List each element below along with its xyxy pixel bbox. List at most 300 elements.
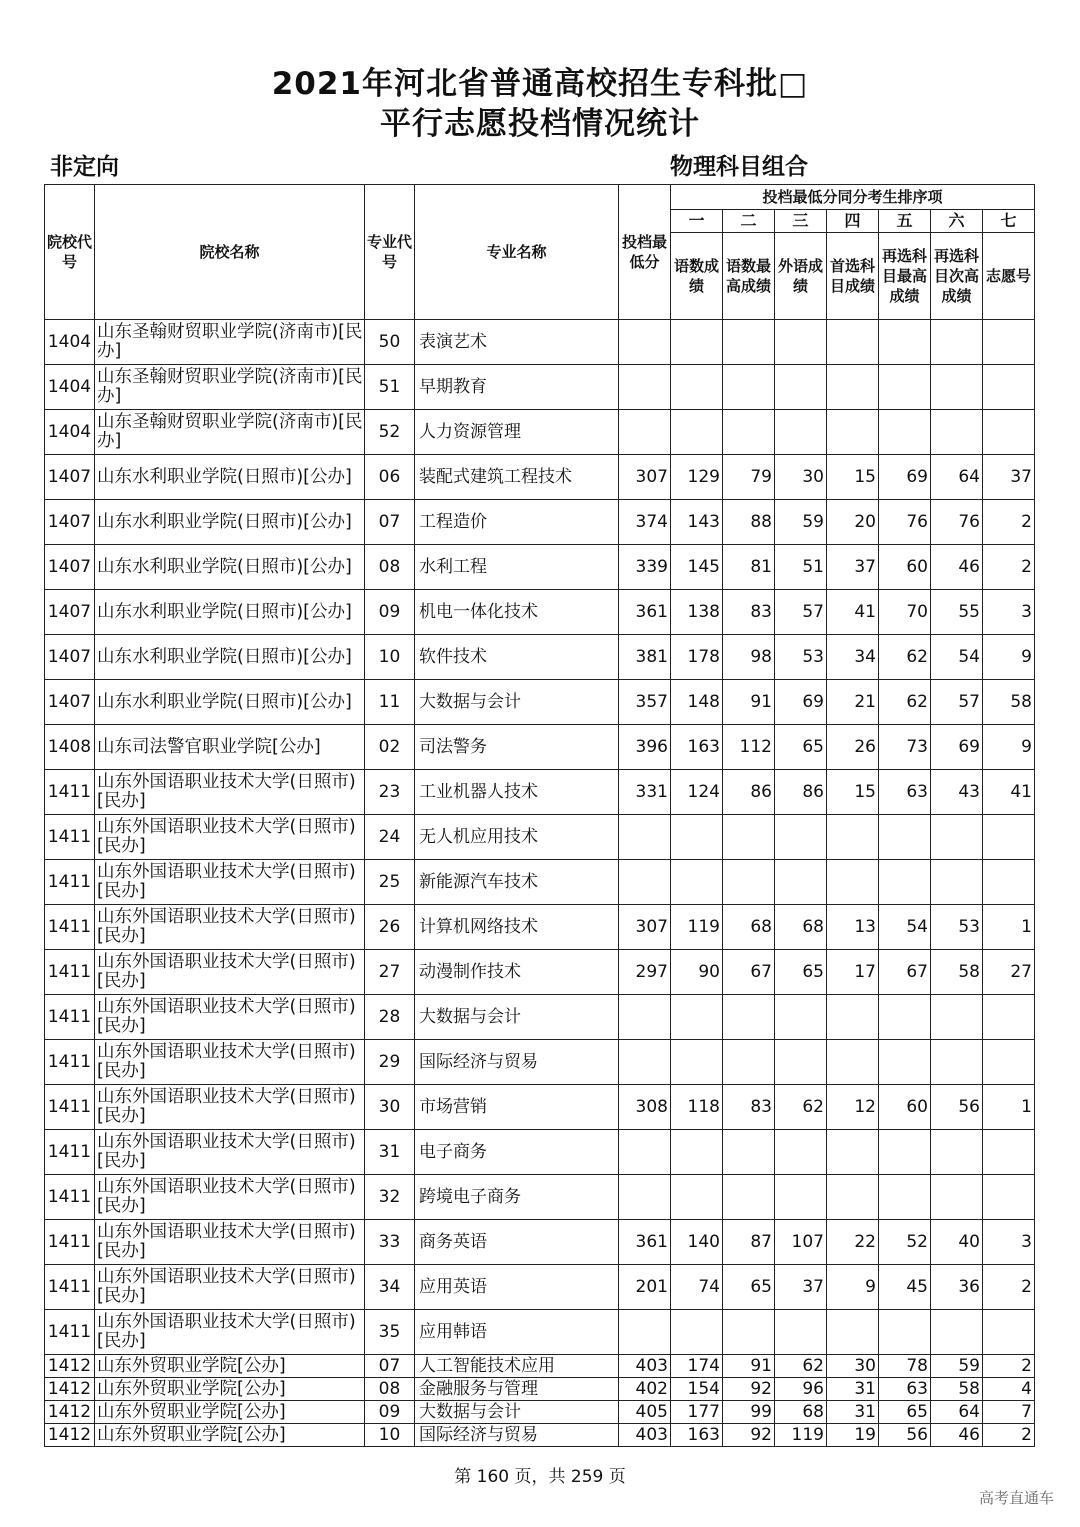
table-row — [45, 1401, 1035, 1424]
chinese-math-score-cell: 163 — [671, 1424, 723, 1447]
elective-highest-score-cell — [879, 815, 931, 860]
elective-second-score-cell — [931, 1040, 983, 1085]
chinese-math-score-cell — [671, 1130, 723, 1175]
header-school-code: 院校代号 — [45, 185, 95, 320]
header-rank-4: 四 — [827, 210, 879, 233]
chinese-math-max-cell: 88 — [723, 500, 775, 545]
chinese-math-score-cell — [671, 1040, 723, 1085]
preference-number-cell: 2 — [983, 1355, 1035, 1378]
elective-second-score-cell — [931, 995, 983, 1040]
table-row — [45, 1424, 1035, 1447]
chinese-math-max-cell — [723, 1040, 775, 1085]
major-code-cell: 10 — [365, 1424, 415, 1447]
min-score-cell: 403 — [619, 1355, 671, 1378]
foreign-language-score-cell: 59 — [775, 500, 827, 545]
chinese-math-score-cell: 145 — [671, 545, 723, 590]
min-score-cell: 405 — [619, 1401, 671, 1424]
preference-number-cell: 1 — [983, 1085, 1035, 1130]
chinese-math-score-cell: 140 — [671, 1220, 723, 1265]
major-name-cell: 跨境电子商务 — [415, 1175, 619, 1220]
preference-number-cell: 4 — [983, 1378, 1035, 1401]
chinese-math-score-cell: 138 — [671, 590, 723, 635]
header-rank-1: 一 — [671, 210, 723, 233]
chinese-math-max-cell — [723, 320, 775, 365]
min-score-cell: 307 — [619, 905, 671, 950]
chinese-math-score-cell: 143 — [671, 500, 723, 545]
min-score-cell — [619, 1175, 671, 1220]
table-row — [45, 1378, 1035, 1401]
foreign-language-score-cell — [775, 1040, 827, 1085]
foreign-language-score-cell: 53 — [775, 635, 827, 680]
major-name-cell: 无人机应用技术 — [415, 815, 619, 860]
first-subject-score-cell — [827, 365, 879, 410]
foreign-language-score-cell: 57 — [775, 590, 827, 635]
chinese-math-score-cell: 174 — [671, 1355, 723, 1378]
school-name-cell: 山东外贸职业学院[公办] — [95, 1378, 365, 1401]
school-code-cell: 1407 — [45, 635, 95, 680]
major-code-cell: 51 — [365, 365, 415, 410]
major-code-cell: 33 — [365, 1220, 415, 1265]
table-header — [45, 185, 1035, 320]
elective-second-score-cell: 64 — [931, 455, 983, 500]
foreign-language-score-cell: 107 — [775, 1220, 827, 1265]
major-code-cell: 27 — [365, 950, 415, 995]
table-row — [45, 680, 1035, 725]
school-code-cell: 1412 — [45, 1378, 95, 1401]
school-name-cell: 山东水利职业学院(日照市)[公办] — [95, 455, 365, 500]
elective-highest-score-cell — [879, 320, 931, 365]
foreign-language-score-cell: 96 — [775, 1378, 827, 1401]
elective-second-score-cell — [931, 860, 983, 905]
major-code-cell: 10 — [365, 635, 415, 680]
min-score-cell: 307 — [619, 455, 671, 500]
school-name-cell: 山东外贸职业学院[公办] — [95, 1424, 365, 1447]
table-row — [45, 635, 1035, 680]
school-name-cell: 山东圣翰财贸职业学院(济南市)[民办] — [95, 320, 365, 365]
major-code-cell: 06 — [365, 455, 415, 500]
school-name-cell: 山东司法警官职业学院[公办] — [95, 725, 365, 770]
school-code-cell: 1411 — [45, 815, 95, 860]
table-row — [45, 1355, 1035, 1378]
chinese-math-max-cell: 91 — [723, 680, 775, 725]
school-code-cell: 1411 — [45, 905, 95, 950]
elective-second-score-cell: 76 — [931, 500, 983, 545]
header-preference-number: 志愿号 — [983, 233, 1035, 320]
major-name-cell: 电子商务 — [415, 1130, 619, 1175]
chinese-math-max-cell — [723, 860, 775, 905]
chinese-math-max-cell: 92 — [723, 1424, 775, 1447]
major-code-cell: 11 — [365, 680, 415, 725]
header-rank-group: 投档最低分同分考生排序项 — [671, 185, 1035, 210]
school-code-cell: 1411 — [45, 1220, 95, 1265]
page-footer: 第 160 页，共 259 页 — [454, 1467, 626, 1487]
major-code-cell: 50 — [365, 320, 415, 365]
elective-highest-score-cell — [879, 1175, 931, 1220]
major-code-cell: 25 — [365, 860, 415, 905]
school-code-cell: 1407 — [45, 590, 95, 635]
elective-second-score-cell — [931, 410, 983, 455]
subject-group-label: 物理科目组合 — [670, 154, 808, 180]
school-code-cell: 1411 — [45, 1085, 95, 1130]
major-name-cell: 机电一体化技术 — [415, 590, 619, 635]
major-name-cell: 国际经济与贸易 — [415, 1424, 619, 1447]
header-major-code: 专业代号 — [365, 185, 415, 320]
header-rank-2: 二 — [723, 210, 775, 233]
table-row — [45, 1130, 1035, 1175]
school-name-cell: 山东圣翰财贸职业学院(济南市)[民办] — [95, 365, 365, 410]
table-row — [45, 1175, 1035, 1220]
chinese-math-max-cell: 67 — [723, 950, 775, 995]
preference-number-cell: 9 — [983, 635, 1035, 680]
table-body — [45, 320, 1035, 1447]
chinese-math-score-cell — [671, 410, 723, 455]
first-subject-score-cell: 20 — [827, 500, 879, 545]
chinese-math-score-cell — [671, 995, 723, 1040]
school-name-cell: 山东外国语职业技术大学(日照市)[民办] — [95, 1040, 365, 1085]
elective-highest-score-cell: 62 — [879, 680, 931, 725]
preference-number-cell: 3 — [983, 590, 1035, 635]
chinese-math-max-cell — [723, 410, 775, 455]
elective-highest-score-cell: 63 — [879, 770, 931, 815]
table-row — [45, 545, 1035, 590]
foreign-language-score-cell — [775, 365, 827, 410]
major-name-cell: 装配式建筑工程技术 — [415, 455, 619, 500]
elective-highest-score-cell: 69 — [879, 455, 931, 500]
chinese-math-score-cell: 148 — [671, 680, 723, 725]
elective-highest-score-cell — [879, 410, 931, 455]
first-subject-score-cell — [827, 995, 879, 1040]
preference-number-cell: 1 — [983, 905, 1035, 950]
school-code-cell: 1411 — [45, 1130, 95, 1175]
min-score-cell: 339 — [619, 545, 671, 590]
major-code-cell: 30 — [365, 1085, 415, 1130]
elective-second-score-cell: 58 — [931, 1378, 983, 1401]
preference-number-cell: 9 — [983, 725, 1035, 770]
foreign-language-score-cell: 62 — [775, 1355, 827, 1378]
school-code-cell: 1407 — [45, 680, 95, 725]
elective-highest-score-cell: 70 — [879, 590, 931, 635]
elective-second-score-cell: 46 — [931, 545, 983, 590]
first-subject-score-cell — [827, 320, 879, 365]
first-subject-score-cell: 17 — [827, 950, 879, 995]
elective-second-score-cell — [931, 320, 983, 365]
major-name-cell: 软件技术 — [415, 635, 619, 680]
elective-highest-score-cell — [879, 1130, 931, 1175]
chinese-math-max-cell — [723, 365, 775, 410]
min-score-cell: 297 — [619, 950, 671, 995]
table-row — [45, 905, 1035, 950]
elective-second-score-cell: 54 — [931, 635, 983, 680]
elective-highest-score-cell: 78 — [879, 1355, 931, 1378]
table-row — [45, 1085, 1035, 1130]
min-score-cell: 201 — [619, 1265, 671, 1310]
preference-number-cell: 37 — [983, 455, 1035, 500]
chinese-math-max-cell — [723, 1310, 775, 1355]
foreign-language-score-cell — [775, 410, 827, 455]
school-name-cell: 山东外国语职业技术大学(日照市)[民办] — [95, 905, 365, 950]
school-name-cell: 山东外国语职业技术大学(日照市)[民办] — [95, 1085, 365, 1130]
first-subject-score-cell — [827, 1130, 879, 1175]
school-name-cell: 山东外国语职业技术大学(日照市)[民办] — [95, 995, 365, 1040]
elective-second-score-cell: 58 — [931, 950, 983, 995]
first-subject-score-cell — [827, 815, 879, 860]
school-code-cell: 1407 — [45, 455, 95, 500]
first-subject-score-cell: 34 — [827, 635, 879, 680]
major-name-cell: 计算机网络技术 — [415, 905, 619, 950]
school-code-cell: 1404 — [45, 320, 95, 365]
school-code-cell: 1411 — [45, 995, 95, 1040]
preference-number-cell: 27 — [983, 950, 1035, 995]
chinese-math-score-cell: 124 — [671, 770, 723, 815]
header-elective-second: 再选科目次高成绩 — [931, 233, 983, 320]
table-row — [45, 410, 1035, 455]
major-name-cell: 商务英语 — [415, 1220, 619, 1265]
elective-second-score-cell: 69 — [931, 725, 983, 770]
chinese-math-max-cell: 65 — [723, 1265, 775, 1310]
preference-number-cell — [983, 1130, 1035, 1175]
chinese-math-max-cell: 92 — [723, 1378, 775, 1401]
major-code-cell: 24 — [365, 815, 415, 860]
major-name-cell: 大数据与会计 — [415, 680, 619, 725]
foreign-language-score-cell — [775, 320, 827, 365]
foreign-language-score-cell: 119 — [775, 1424, 827, 1447]
min-score-cell: 403 — [619, 1424, 671, 1447]
first-subject-score-cell: 15 — [827, 455, 879, 500]
min-score-cell: 361 — [619, 1220, 671, 1265]
elective-highest-score-cell — [879, 1310, 931, 1355]
school-code-cell: 1407 — [45, 500, 95, 545]
school-code-cell: 1408 — [45, 725, 95, 770]
first-subject-score-cell: 9 — [827, 1265, 879, 1310]
foreign-language-score-cell — [775, 860, 827, 905]
school-code-cell: 1404 — [45, 410, 95, 455]
major-code-cell: 28 — [365, 995, 415, 1040]
table-row — [45, 1310, 1035, 1355]
chinese-math-max-cell — [723, 1130, 775, 1175]
school-code-cell: 1412 — [45, 1401, 95, 1424]
chinese-math-score-cell: 178 — [671, 635, 723, 680]
foreign-language-score-cell: 37 — [775, 1265, 827, 1310]
major-name-cell: 新能源汽车技术 — [415, 860, 619, 905]
school-code-cell: 1411 — [45, 1175, 95, 1220]
school-name-cell: 山东外国语职业技术大学(日照市)[民办] — [95, 1310, 365, 1355]
elective-second-score-cell: 56 — [931, 1085, 983, 1130]
major-name-cell: 应用英语 — [415, 1265, 619, 1310]
min-score-cell — [619, 995, 671, 1040]
chinese-math-score-cell — [671, 1310, 723, 1355]
elective-highest-score-cell: 62 — [879, 635, 931, 680]
chinese-math-max-cell: 81 — [723, 545, 775, 590]
elective-second-score-cell: 57 — [931, 680, 983, 725]
preference-number-cell — [983, 1040, 1035, 1085]
elective-second-score-cell: 36 — [931, 1265, 983, 1310]
header-rank-3: 三 — [775, 210, 827, 233]
chinese-math-max-cell — [723, 1175, 775, 1220]
school-code-cell: 1412 — [45, 1424, 95, 1447]
foreign-language-score-cell: 69 — [775, 680, 827, 725]
major-code-cell: 09 — [365, 1401, 415, 1424]
school-code-cell: 1407 — [45, 545, 95, 590]
chinese-math-score-cell: 129 — [671, 455, 723, 500]
first-subject-score-cell: 31 — [827, 1401, 879, 1424]
elective-second-score-cell — [931, 365, 983, 410]
chinese-math-max-cell: 86 — [723, 770, 775, 815]
min-score-cell: 381 — [619, 635, 671, 680]
major-code-cell: 07 — [365, 1355, 415, 1378]
foreign-language-score-cell — [775, 815, 827, 860]
foreign-language-score-cell: 30 — [775, 455, 827, 500]
min-score-cell: 357 — [619, 680, 671, 725]
first-subject-score-cell — [827, 410, 879, 455]
elective-highest-score-cell: 56 — [879, 1424, 931, 1447]
min-score-cell: 331 — [619, 770, 671, 815]
preference-number-cell: 7 — [983, 1401, 1035, 1424]
chinese-math-max-cell: 68 — [723, 905, 775, 950]
major-name-cell: 人工智能技术应用 — [415, 1355, 619, 1378]
major-code-cell: 26 — [365, 905, 415, 950]
min-score-cell — [619, 410, 671, 455]
school-name-cell: 山东水利职业学院(日照市)[公办] — [95, 635, 365, 680]
elective-second-score-cell — [931, 1130, 983, 1175]
first-subject-score-cell — [827, 1175, 879, 1220]
elective-second-score-cell: 53 — [931, 905, 983, 950]
foreign-language-score-cell — [775, 1130, 827, 1175]
school-code-cell: 1412 — [45, 1355, 95, 1378]
header-rank-5: 五 — [879, 210, 931, 233]
foreign-language-score-cell: 68 — [775, 905, 827, 950]
school-code-cell: 1411 — [45, 1265, 95, 1310]
table-row — [45, 1265, 1035, 1310]
first-subject-score-cell — [827, 860, 879, 905]
chinese-math-score-cell — [671, 320, 723, 365]
min-score-cell — [619, 1040, 671, 1085]
school-name-cell: 山东外国语职业技术大学(日照市)[民办] — [95, 1265, 365, 1310]
header-chinese-math-max: 语数最高成绩 — [723, 233, 775, 320]
preference-number-cell: 2 — [983, 1265, 1035, 1310]
table-row — [45, 365, 1035, 410]
major-name-cell: 市场营销 — [415, 1085, 619, 1130]
preference-number-cell — [983, 1175, 1035, 1220]
major-name-cell: 应用韩语 — [415, 1310, 619, 1355]
first-subject-score-cell: 12 — [827, 1085, 879, 1130]
table-row — [45, 995, 1035, 1040]
min-score-cell — [619, 365, 671, 410]
school-name-cell: 山东外国语职业技术大学(日照市)[民办] — [95, 860, 365, 905]
elective-highest-score-cell — [879, 860, 931, 905]
elective-highest-score-cell: 67 — [879, 950, 931, 995]
table-row — [45, 455, 1035, 500]
min-score-cell: 402 — [619, 1378, 671, 1401]
first-subject-score-cell: 13 — [827, 905, 879, 950]
min-score-cell: 374 — [619, 500, 671, 545]
header-min-score: 投档最低分 — [619, 185, 671, 320]
major-name-cell: 人力资源管理 — [415, 410, 619, 455]
header-foreign-language: 外语成绩 — [775, 233, 827, 320]
header-rank-7: 七 — [983, 210, 1035, 233]
foreign-language-score-cell: 51 — [775, 545, 827, 590]
school-name-cell: 山东外国语职业技术大学(日照市)[民办] — [95, 1220, 365, 1265]
major-code-cell: 08 — [365, 1378, 415, 1401]
first-subject-score-cell: 22 — [827, 1220, 879, 1265]
major-code-cell: 29 — [365, 1040, 415, 1085]
major-name-cell: 金融服务与管理 — [415, 1378, 619, 1401]
elective-second-score-cell — [931, 1175, 983, 1220]
elective-second-score-cell: 46 — [931, 1424, 983, 1447]
table-row — [45, 320, 1035, 365]
school-name-cell: 山东外贸职业学院[公办] — [95, 1401, 365, 1424]
major-name-cell: 工业机器人技术 — [415, 770, 619, 815]
foreign-language-score-cell: 62 — [775, 1085, 827, 1130]
chinese-math-score-cell — [671, 365, 723, 410]
preference-number-cell — [983, 320, 1035, 365]
major-name-cell: 水利工程 — [415, 545, 619, 590]
major-name-cell: 国际经济与贸易 — [415, 1040, 619, 1085]
chinese-math-score-cell: 90 — [671, 950, 723, 995]
chinese-math-max-cell: 79 — [723, 455, 775, 500]
chinese-math-score-cell: 177 — [671, 1401, 723, 1424]
school-name-cell: 山东外国语职业技术大学(日照市)[民办] — [95, 1175, 365, 1220]
chinese-math-max-cell: 98 — [723, 635, 775, 680]
admission-table — [44, 184, 1035, 1447]
table-row — [45, 500, 1035, 545]
first-subject-score-cell: 26 — [827, 725, 879, 770]
chinese-math-score-cell: 74 — [671, 1265, 723, 1310]
elective-highest-score-cell: 60 — [879, 545, 931, 590]
first-subject-score-cell: 41 — [827, 590, 879, 635]
school-name-cell: 山东外贸职业学院[公办] — [95, 1355, 365, 1378]
preference-number-cell: 2 — [983, 500, 1035, 545]
chinese-math-score-cell — [671, 815, 723, 860]
preference-number-cell — [983, 815, 1035, 860]
school-name-cell: 山东外国语职业技术大学(日照市)[民办] — [95, 950, 365, 995]
table-row — [45, 1040, 1035, 1085]
chinese-math-max-cell — [723, 815, 775, 860]
major-code-cell: 08 — [365, 545, 415, 590]
elective-highest-score-cell: 73 — [879, 725, 931, 770]
elective-highest-score-cell: 52 — [879, 1220, 931, 1265]
preference-number-cell: 41 — [983, 770, 1035, 815]
elective-highest-score-cell — [879, 995, 931, 1040]
header-school-name: 院校名称 — [95, 185, 365, 320]
school-code-cell: 1411 — [45, 950, 95, 995]
elective-second-score-cell: 64 — [931, 1401, 983, 1424]
school-name-cell: 山东水利职业学院(日照市)[公办] — [95, 680, 365, 725]
major-code-cell: 09 — [365, 590, 415, 635]
watermark: 高考直通车 — [978, 1489, 1054, 1507]
first-subject-score-cell: 19 — [827, 1424, 879, 1447]
chinese-math-max-cell: 112 — [723, 725, 775, 770]
elective-second-score-cell: 59 — [931, 1355, 983, 1378]
foreign-language-score-cell: 86 — [775, 770, 827, 815]
preference-number-cell: 58 — [983, 680, 1035, 725]
header-rank-6: 六 — [931, 210, 983, 233]
preference-number-cell: 3 — [983, 1220, 1035, 1265]
elective-highest-score-cell: 76 — [879, 500, 931, 545]
table-row — [45, 770, 1035, 815]
chinese-math-score-cell: 163 — [671, 725, 723, 770]
first-subject-score-cell — [827, 1310, 879, 1355]
min-score-cell — [619, 1130, 671, 1175]
elective-second-score-cell: 40 — [931, 1220, 983, 1265]
foreign-language-score-cell: 68 — [775, 1401, 827, 1424]
foreign-language-score-cell: 65 — [775, 950, 827, 995]
elective-highest-score-cell: 63 — [879, 1378, 931, 1401]
elective-second-score-cell: 55 — [931, 590, 983, 635]
chinese-math-score-cell — [671, 860, 723, 905]
min-score-cell — [619, 815, 671, 860]
school-code-cell: 1404 — [45, 365, 95, 410]
min-score-cell — [619, 860, 671, 905]
